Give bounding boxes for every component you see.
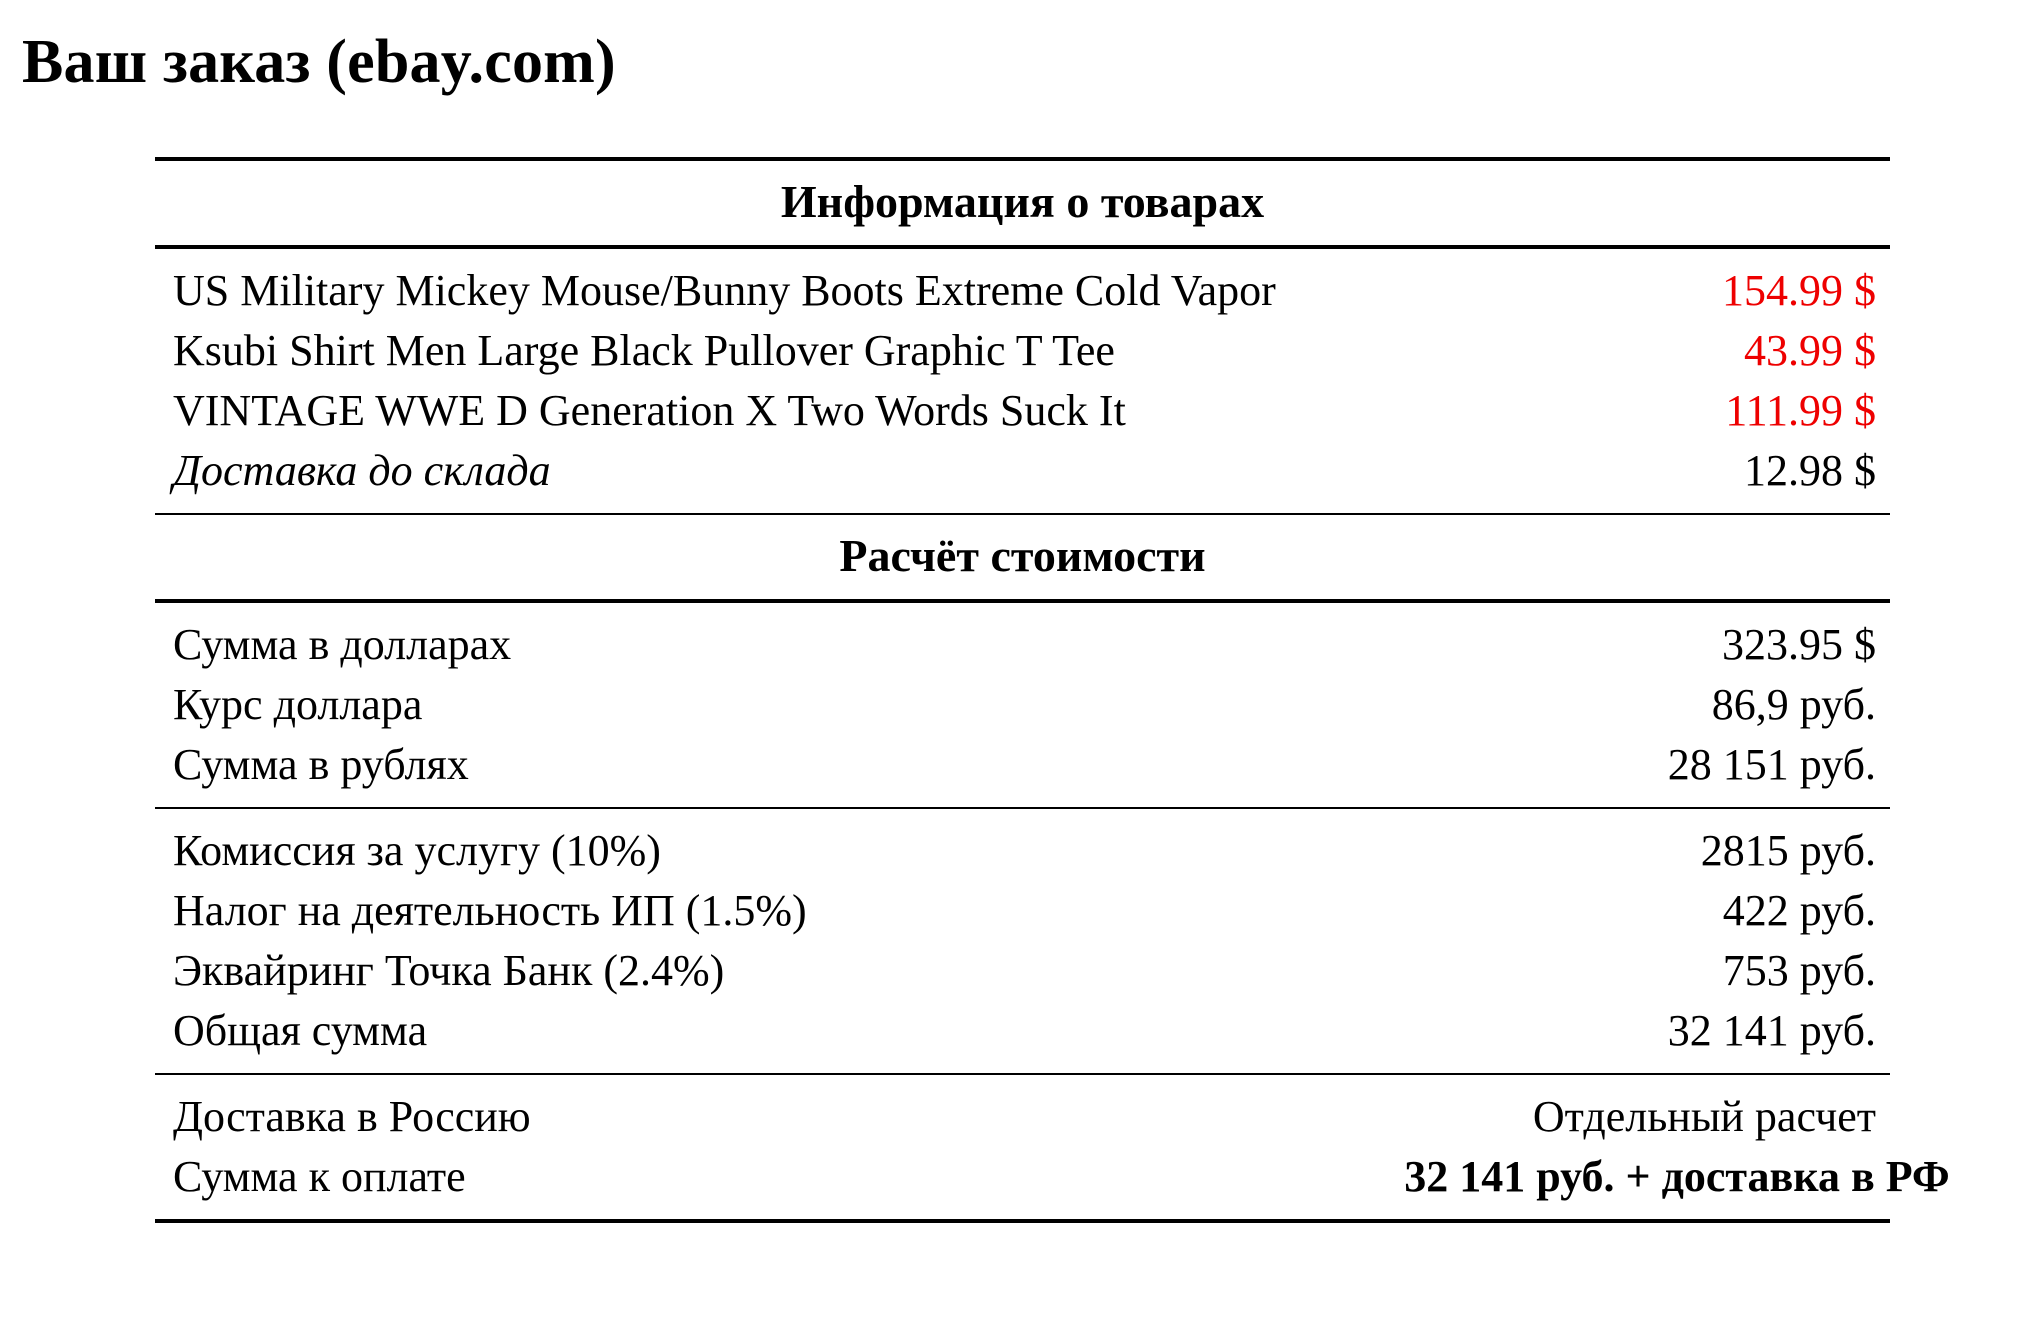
- amount-due-value: 32 141 руб. + доставка в РФ: [1404, 1147, 1890, 1221]
- total-rub-value: 28 151 руб.: [1667, 740, 1876, 790]
- table-row: [155, 735, 1890, 808]
- order-document: [0, 30, 2034, 1343]
- table-row: [155, 1001, 1890, 1074]
- item-label: Ksubi Shirt Men Large Black Pullover Graphic T Tee: [173, 326, 1115, 376]
- service-fee-value: 2815 руб.: [1404, 808, 1890, 881]
- table-row: [155, 1147, 1890, 1221]
- item-label: US Military Mickey Mouse/Bunny Boots Extreme Cold Vapor: [155, 247, 1404, 321]
- grand-total-value: 32 141 руб.: [1667, 1006, 1876, 1056]
- table-row: [155, 675, 1890, 735]
- table-row: [155, 441, 1890, 514]
- section-header-cost: [155, 514, 1890, 601]
- tax-value: 422 руб.: [1722, 886, 1876, 936]
- grand-total-label: Общая сумма: [173, 1006, 428, 1056]
- table-row: [155, 808, 1890, 881]
- exchange-rate-label: Курс доллара: [173, 680, 423, 730]
- total-rub-label: Сумма в рублях: [173, 740, 469, 790]
- table-row: [155, 941, 1890, 1001]
- item-price: 154.99 $: [1404, 247, 1890, 321]
- section-header-items-label: Информация о товарах: [155, 159, 1890, 247]
- acquiring-value: 753 руб.: [1722, 946, 1876, 996]
- item-price: 43.99 $: [1744, 326, 1876, 376]
- table-row: [155, 601, 1890, 675]
- item-label: VINTAGE WWE D Generation X Two Words Suck It: [173, 386, 1126, 436]
- section-header-cost-label: Расчёт стоимости: [155, 514, 1890, 601]
- total-usd-value: 323.95 $: [1404, 601, 1890, 675]
- table-row: [155, 321, 1890, 381]
- page-title: Ваш заказ (ebay.com): [22, 28, 616, 96]
- russia-shipping-value: Отдельный расчет: [1404, 1074, 1890, 1147]
- amount-due-label: Сумма к оплате: [155, 1147, 1404, 1221]
- total-usd-label: Сумма в долларах: [155, 601, 1404, 675]
- table-row: [155, 1074, 1890, 1147]
- acquiring-label: Эквайринг Точка Банк (2.4%): [173, 946, 725, 996]
- section-header-items: [155, 159, 1890, 247]
- table-row: [155, 881, 1890, 941]
- item-price: 111.99 $: [1725, 386, 1876, 436]
- russia-shipping-label: Доставка в Россию: [155, 1074, 1404, 1147]
- warehouse-shipping-label: Доставка до склада: [173, 446, 551, 496]
- service-fee-label: Комиссия за услугу (10%): [155, 808, 1404, 881]
- exchange-rate-value: 86,9 руб.: [1711, 680, 1876, 730]
- tax-label: Налог на деятельность ИП (1.5%): [173, 886, 807, 936]
- warehouse-shipping-value: 12.98 $: [1744, 446, 1876, 496]
- table-row: [155, 381, 1890, 441]
- order-summary-table: [155, 157, 1950, 1223]
- table-row: [155, 247, 1890, 321]
